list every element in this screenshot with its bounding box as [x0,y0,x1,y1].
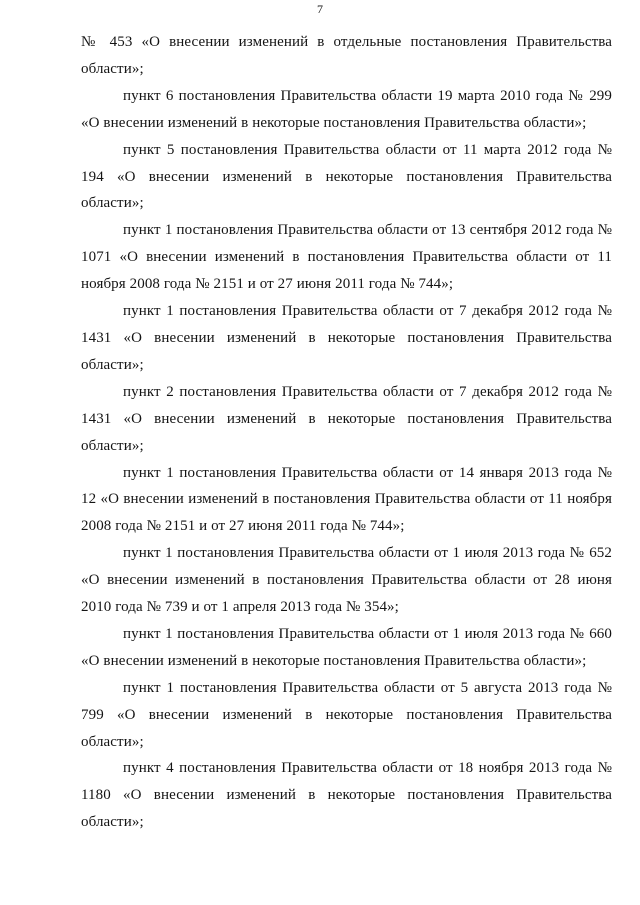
list-item: пункт 5 постановления Правительства области от 11 марта 2012 года № 194 «О внесении изменений в некоторые постановления Правительства области»; [81,141,612,212]
list-item: пункт 2 постановления Правительства области от 7 декабря 2012 года № 1431 «О внесении изменений в некоторые постановления Правительства области»; [81,383,612,454]
paragraph-continuation: № 453 «О внесении изменений в отдельные постановления Правительства области»; [81,34,612,77]
list-item: пункт 1 постановления Правительства области от 14 января 2013 года № 12 «О внесении изменений в постановления Правительства области от 11 ноября 2008 года № 2151 и от 27 июня 2011 года № 744»; [81,464,612,535]
list-item: пункт 1 постановления Правительства области от 1 июля 2013 года № 660 «О внесении изменений в некоторые постановления Правительства области»; [81,625,612,669]
list-item: пункт 1 постановления Правительства области от 1 июля 2013 года № 652 «О внесении изменений в постановления Правительства области от 28 июня 2010 года № 739 и от 1 апреля 2013 года № 354»; [81,545,612,616]
list-item: пункт 4 постановления Правительства области от 18 ноября 2013 года № 1180 «О внесении изменений в некоторые постановления Правительства области»; [81,760,612,831]
list-item: пункт 1 постановления Правительства области от 13 сентября 2012 года № 1071 «О внесении изменений в постановления Правительства области от 11 ноября 2008 года № 2151 и от 27 июня 2011 года № 744»; [81,222,612,293]
list-item: пункт 1 постановления Правительства области от 5 августа 2013 года № 799 «О внесении изменений в некоторые постановления Правительства области»; [81,679,612,750]
page-number: 7 [317,2,323,16]
list-item: пункт 6 постановления Правительства области 19 марта 2010 года № 299 «О внесении изменений в некоторые постановления Правительства области»; [81,87,612,131]
list-item: пункт 1 постановления Правительства области от 7 декабря 2012 года № 1431 «О внесении изменений в некоторые постановления Правительства области»; [81,303,612,373]
document-body [81,29,612,836]
